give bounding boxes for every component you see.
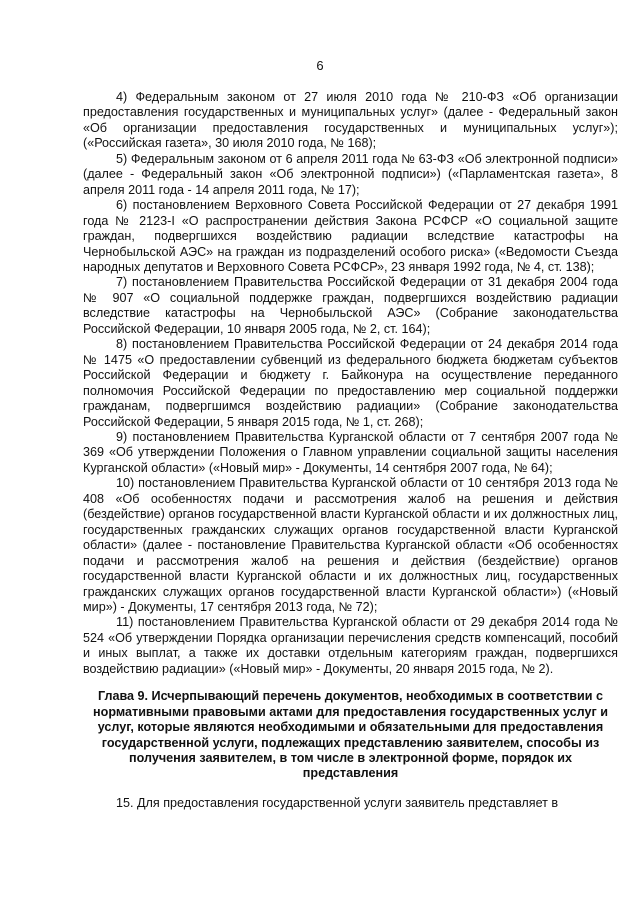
document-body	[83, 90, 618, 811]
chapter-heading: Глава 9. Исчерпывающий перечень документов, необходимых в соответствии с нормативными правовыми актами для предоставления государственных услуг и услуг, которые являются необходимыми и обязательными для предоставления государственной услуги, подлежащих представлению заявителем, способы из получения заявителем, в том числе в электронной форме, порядок их представления	[93, 689, 608, 781]
paragraph-item-10: 10) постановлением Правительства Курганской области от 10 сентября 2013 года № 408 «Об особенностях подачи и рассмотрения жалоб на решения и действия (бездействие) органов государственной власти Курганской области и их должностных лиц, государственных гражданских служащих органов государственной власти Курганской области» (далее - постановление Правительства Курганской области «Об особенностях подачи и рассмотрения жалоб на решения и действия (бездействие) органов государственной власти Курганской области и их должностных лиц, государственных гражданских служащих органов государственной власти Курганской области») («Новый мир») - Документы, 17 сентября 2013 года, № 72);	[83, 476, 618, 614]
paragraph-item-5: 5) Федеральным законом от 6 апреля 2011 года № 63-ФЗ «Об электронной подписи» (далее - Федеральный закон «Об электронной подписи») («Парламентская газета», 8 апреля 2011 года - 14 апреля 2011 года, № 17);	[83, 151, 618, 197]
paragraph-item-6: 6) постановлением Верховного Совета Российской Федерации от 27 декабря 1991 года № 2123-I «О распространении действия Закона РСФСР «О социальной защите граждан, подвергшихся воздействию радиации вследствие катастрофы на Чернобыльской АЭС» на граждан из подразделений особого риска» («Ведомости Съезда народных депутатов и Верховного Совета РСФСР», 23 января 1992 года, № 4, ст. 138);	[83, 198, 618, 274]
paragraph-item-4: 4) Федеральным законом от 27 июля 2010 года № 210-ФЗ «Об организации предоставления государственных и муниципальных услуг» (далее - Федеральный закон «Об организации предоставления государственных и муниципальных услуг»); («Российская газета», 30 июля 2010 года, № 168);	[83, 90, 618, 151]
paragraph-item-11: 11) постановлением Правительства Курганской области от 29 декабря 2014 года № 524 «Об утверждении Порядка организации перечисления средств компенсаций, пособий и иных выплат, а также их доставки отдельным категориям граждан, подвергшихся воздействию радиации» («Новый мир» - Документы, 20 января 2015 года, № 2).	[83, 615, 618, 676]
page-number: 6	[316, 58, 324, 73]
paragraph-item-15: 15. Для предоставления государственной услуги заявитель представляет в	[116, 795, 559, 810]
paragraph-item-7: 7) постановлением Правительства Российской Федерации от 31 декабря 2004 года № 907 «О социальной поддержке граждан, подвергшихся воздействию радиации вследствие катастрофы на Чернобыльской АЭС» (Собрание законодательства Российской Федерации, 10 января 2005 года, № 2, ст. 164);	[83, 275, 618, 336]
paragraph-item-9: 9) постановлением Правительства Курганской области от 7 сентября 2007 года № 369 «Об утверждении Положения о Главном управлении социальной защиты населения Курганской области» («Новый мир» - Документы, 14 сентября 2007 года, № 64);	[83, 429, 618, 475]
paragraph-item-8: 8) постановлением Правительства Российской Федерации от 24 декабря 2014 года № 1475 «О предоставлении субвенций из федерального бюджета бюджетам субъектов Российской Федерации и бюджету г. Байконура на осуществление переданного полномочия Российской Федерации по предоставлению мер социальной поддержки гражданам, подвергшимся воздействию радиации» (Собрание законодательства Российской Федерации, 5 января 2015 года, № 1, ст. 268);	[83, 337, 618, 429]
